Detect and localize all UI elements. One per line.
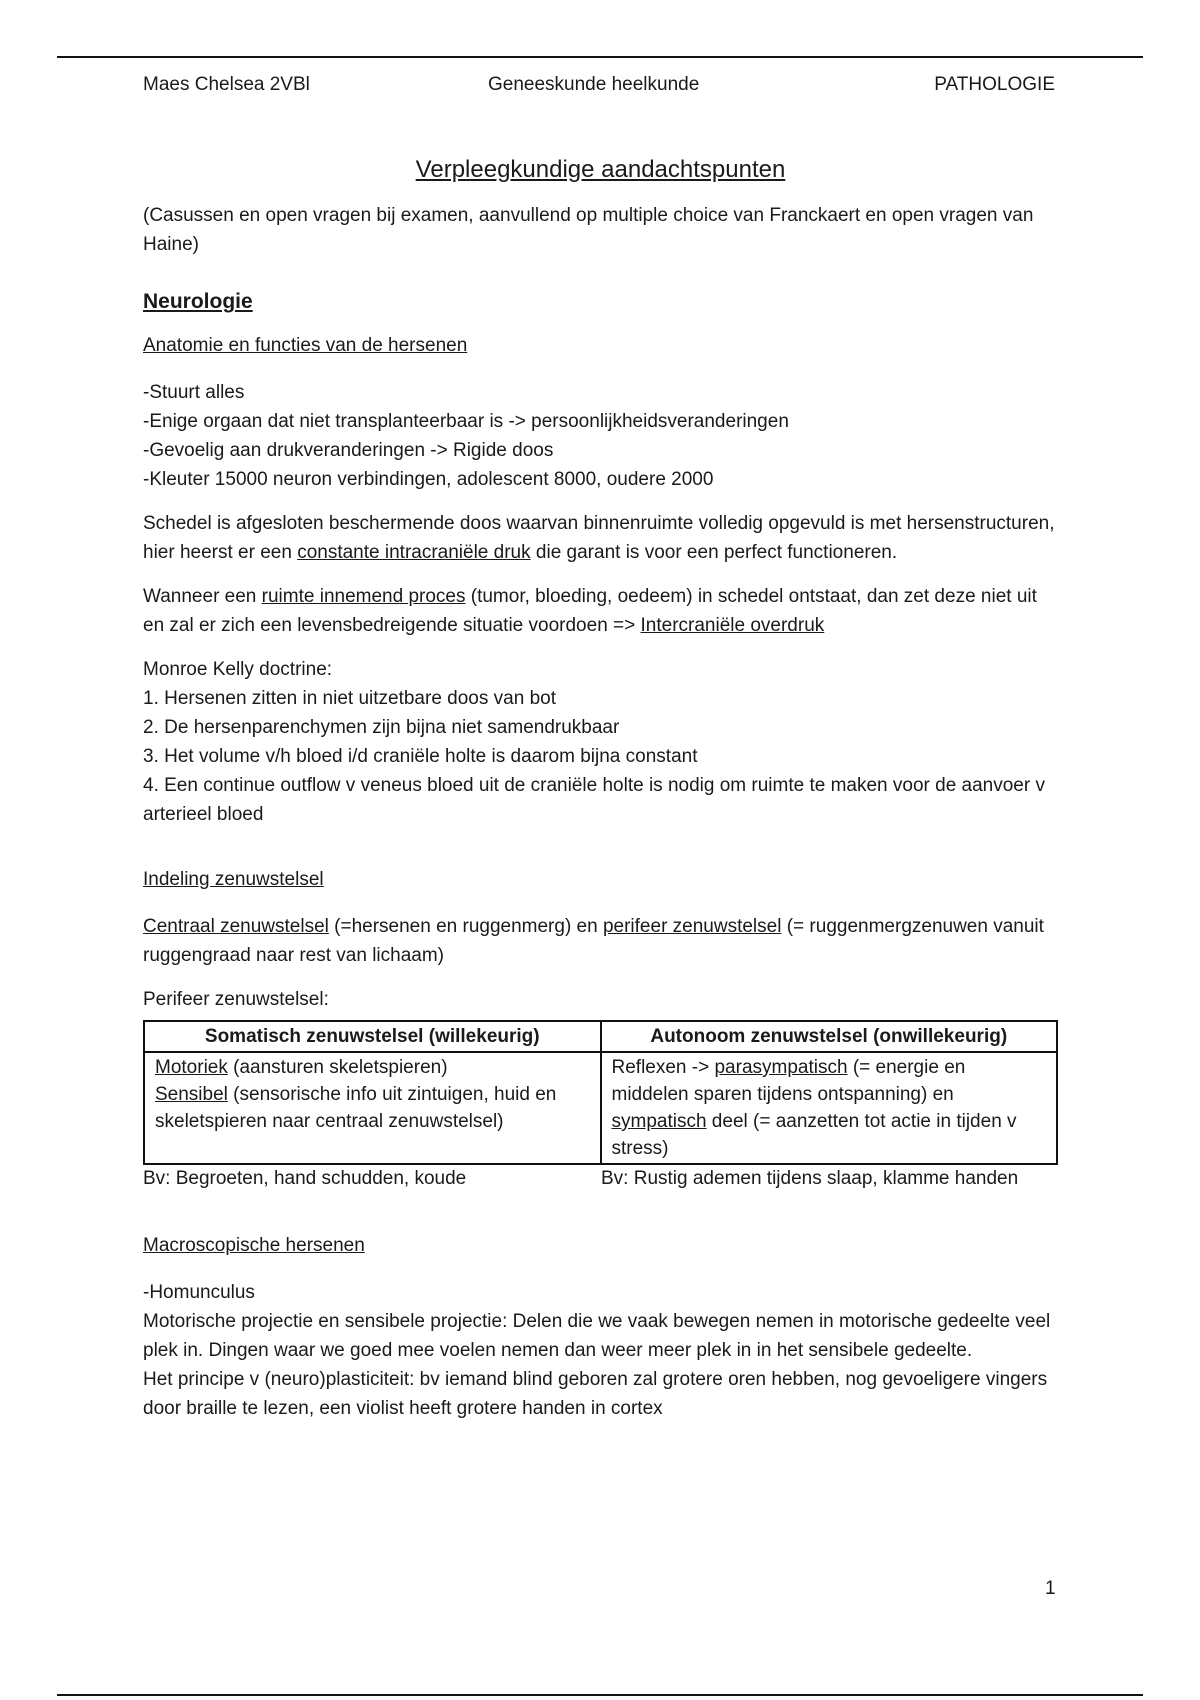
page-number: 1	[1045, 1578, 1056, 1599]
text-run: deel (= aanzetten tot actie in tijden v stress)	[611, 1111, 1017, 1159]
list-item: 2. De hersenparenchymen zijn bijna niet samendrukbaar	[143, 717, 620, 738]
list-item: 3. Het volume v/h bloed i/d craniële holte is daarom bijna constant	[143, 746, 698, 767]
schedel-paragraph	[143, 509, 1058, 567]
header-author: Maes Chelsea 2VBl	[143, 74, 310, 95]
text-run: Wanneer een	[143, 586, 262, 607]
underlined-term: sympatisch	[611, 1111, 707, 1132]
bullet-item: -Kleuter 15000 neuron verbindingen, adolescent 8000, oudere 2000	[143, 469, 714, 490]
example-autonoom: Bv: Rustig ademen tijdens slaap, klamme handen	[601, 1168, 1019, 1189]
list-title: Monroe Kelly doctrine:	[143, 659, 333, 680]
table-row	[144, 1052, 1057, 1164]
text-run: (sensorische info uit zintuigen, huid en skeletspieren naar centraal zenuwstelsel)	[155, 1084, 557, 1132]
cell-line	[155, 1054, 590, 1081]
table-examples	[143, 1165, 1058, 1195]
page-title: Verpleegkundige aandachtspunten	[415, 156, 786, 183]
subheading-macroscopisch: Macroscopische hersenen	[143, 1235, 365, 1256]
text-run: (= energie en middelen sparen tijdens ontspanning) en	[611, 1057, 966, 1105]
header-course: Geneeskunde heelkunde	[488, 74, 700, 95]
cell-line	[155, 1081, 590, 1135]
underlined-term: ruimte innemend proces	[261, 586, 466, 607]
subheading-anatomie: Anatomie en functies van de hersenen	[143, 335, 468, 356]
underlined-term: perifeer zenuwstelsel	[602, 916, 782, 937]
bullet-item: -Stuurt alles	[143, 382, 245, 403]
underlined-term: constante intracraniële druk	[297, 542, 531, 563]
underlined-term: parasympatisch	[714, 1057, 848, 1078]
table-header-cell: Autonoom zenuwstelsel (onwillekeurig)	[601, 1021, 1058, 1052]
intro-paragraph: (Casussen en open vragen bij examen, aanvullend op multiple choice van Franckaert en open vragen van Haine)	[143, 205, 1034, 255]
text-run: (= ruggenmergzenuwen vanuit ruggengraad naar rest van lichaam)	[143, 916, 1044, 966]
monroe-kelly-list	[143, 655, 1058, 829]
text-run: die garant is voor een perfect functioneren.	[530, 542, 898, 563]
underlined-term: Intercraniële overdruk	[640, 615, 825, 636]
macro-paragraph	[143, 1278, 1058, 1423]
text-run: (=hersenen en ruggenmerg) en	[328, 916, 603, 937]
text-run: Schedel is afgesloten beschermende doos waarvan binnenruimte volledig opgevuld is met hersenstructuren, hier heerst er een	[143, 513, 1055, 563]
list-item: 4. Een continue outflow v veneus bloed uit de craniële holte is nodig om ruimte te maken voor de aanvoer v arterieel bloed	[143, 775, 1045, 825]
bullet-item: -Enige orgaan dat niet transplanteerbaar is -> persoonlijkheidsveranderingen	[143, 411, 789, 432]
perifeer-label: Perifeer zenuwstelsel:	[143, 989, 329, 1010]
underlined-term: Centraal zenuwstelsel	[143, 916, 329, 937]
footer-rule	[57, 1694, 1143, 1696]
text-run: (aansturen skeletspieren)	[227, 1057, 448, 1078]
text-run: Reflexen ->	[611, 1057, 715, 1078]
subheading-indeling: Indeling zenuwstelsel	[143, 869, 324, 890]
table-cell-autonoom	[601, 1052, 1058, 1164]
section-heading-neurologie: Neurologie	[143, 290, 253, 313]
text-line: Motorische projectie en sensibele projectie: Delen die we vaak bewegen nemen in motorische gedeelte veel plek in. Dingen waar we goed mee voelen nemen dan weer meer plek in in het sensibele gedeelte.	[143, 1311, 1051, 1361]
table-header-cell: Somatisch zenuwstelsel (willekeurig)	[144, 1021, 601, 1052]
zenuwstelsel-table	[143, 1020, 1058, 1165]
page-header	[143, 74, 1055, 100]
header-rule	[57, 56, 1143, 58]
underlined-term: Sensibel	[155, 1084, 228, 1105]
list-item: 1. Hersenen zitten in niet uitzetbare doos van bot	[143, 688, 556, 709]
text-run: (tumor, bloeding, oedeem) in schedel ontstaat, dan zet deze niet uit en zal er zich een levensbedreigende situatie voordoen =>	[143, 586, 1037, 636]
text-line: Het principe v (neuro)plasticiteit: bv iemand blind geboren zal grotere oren hebben, nog gevoeligere vingers door braille te lezen, een violist heeft grotere handen in cortex	[143, 1369, 1048, 1419]
table-cell-somatisch	[144, 1052, 601, 1164]
header-subject: PATHOLOGIE	[934, 74, 1055, 95]
zenuwstelsel-paragraph	[143, 912, 1058, 970]
table-header-row	[144, 1021, 1057, 1052]
text-line: -Homunculus	[143, 1282, 255, 1303]
bullet-item: -Gevoelig aan drukveranderingen -> Rigide doos	[143, 440, 554, 461]
anatomie-bullet-list	[143, 378, 1058, 494]
wanneer-paragraph	[143, 582, 1058, 640]
underlined-term: Motoriek	[155, 1057, 228, 1078]
example-somatisch: Bv: Begroeten, hand schudden, koude	[143, 1168, 467, 1189]
document-body	[143, 155, 1058, 1438]
